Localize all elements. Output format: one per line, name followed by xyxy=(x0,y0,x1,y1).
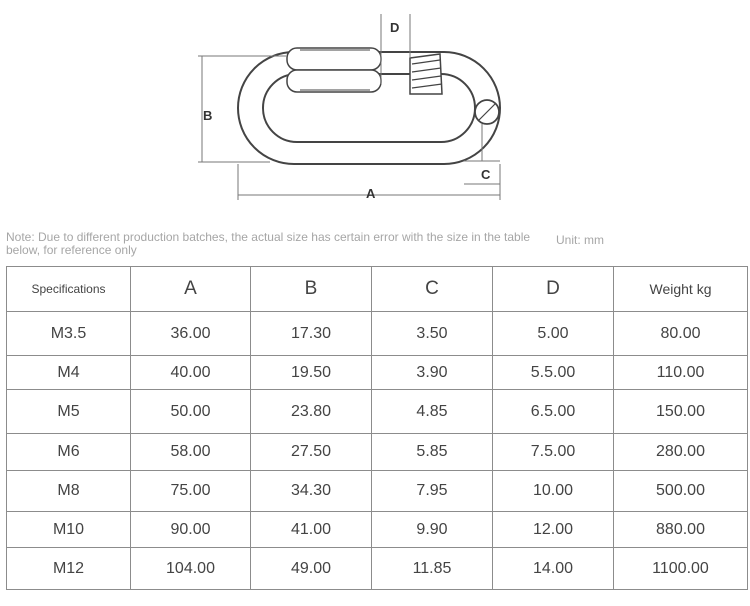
specifications-table xyxy=(6,266,748,590)
value-cell: 7.5.00 xyxy=(493,434,614,471)
value-cell: 41.00 xyxy=(251,512,372,548)
value-cell: 5.5.00 xyxy=(493,356,614,390)
value-cell: 7.95 xyxy=(372,471,493,512)
header-b: B xyxy=(251,267,372,312)
value-cell: 110.00 xyxy=(614,356,748,390)
unit-label: Unit: mm xyxy=(556,233,604,247)
value-cell: 17.30 xyxy=(251,312,372,356)
value-cell: 5.00 xyxy=(493,312,614,356)
value-cell: 50.00 xyxy=(131,390,251,434)
label-d: D xyxy=(390,20,400,35)
table-body xyxy=(7,312,748,590)
value-cell: 104.00 xyxy=(131,548,251,590)
table-header-row xyxy=(7,267,748,312)
value-cell: 23.80 xyxy=(251,390,372,434)
value-cell: 5.85 xyxy=(372,434,493,471)
header-specifications: Specifications xyxy=(7,267,131,312)
header-c: C xyxy=(372,267,493,312)
value-cell: 11.85 xyxy=(372,548,493,590)
value-cell: 36.00 xyxy=(131,312,251,356)
header-d: D xyxy=(493,267,614,312)
value-cell: 19.50 xyxy=(251,356,372,390)
label-c: C xyxy=(481,167,491,182)
header-a: A xyxy=(131,267,251,312)
spec-cell: M3.5 xyxy=(7,312,131,356)
value-cell: 9.90 xyxy=(372,512,493,548)
spec-cell: M12 xyxy=(7,548,131,590)
table-row xyxy=(7,434,748,471)
spec-cell: M8 xyxy=(7,471,131,512)
value-cell: 6.5.00 xyxy=(493,390,614,434)
wire-section xyxy=(475,100,499,124)
dimension-lines xyxy=(198,14,500,200)
value-cell: 27.50 xyxy=(251,434,372,471)
table-row xyxy=(7,512,748,548)
value-cell: 280.00 xyxy=(614,434,748,471)
table-row xyxy=(7,548,748,590)
label-b: B xyxy=(203,108,213,123)
spec-cell: M6 xyxy=(7,434,131,471)
value-cell: 500.00 xyxy=(614,471,748,512)
table-row xyxy=(7,312,748,356)
value-cell: 3.50 xyxy=(372,312,493,356)
value-cell: 3.90 xyxy=(372,356,493,390)
threaded-sleeve xyxy=(287,48,381,92)
value-cell: 49.00 xyxy=(251,548,372,590)
header-weight: Weight kg xyxy=(614,267,748,312)
spec-cell: M4 xyxy=(7,356,131,390)
value-cell: 75.00 xyxy=(131,471,251,512)
value-cell: 12.00 xyxy=(493,512,614,548)
thread-end xyxy=(410,54,442,94)
spec-cell: M5 xyxy=(7,390,131,434)
value-cell: 80.00 xyxy=(614,312,748,356)
value-cell: 880.00 xyxy=(614,512,748,548)
label-a: A xyxy=(366,186,376,201)
value-cell: 10.00 xyxy=(493,471,614,512)
value-cell: 4.85 xyxy=(372,390,493,434)
production-note: Note: Due to different production batches, the actual size has certain error with the size in the table below, for reference only xyxy=(6,230,531,257)
table-row xyxy=(7,471,748,512)
value-cell: 150.00 xyxy=(614,390,748,434)
table-row xyxy=(7,356,748,390)
value-cell: 34.30 xyxy=(251,471,372,512)
value-cell: 58.00 xyxy=(131,434,251,471)
value-cell: 40.00 xyxy=(131,356,251,390)
value-cell: 14.00 xyxy=(493,548,614,590)
value-cell: 90.00 xyxy=(131,512,251,548)
spec-cell: M10 xyxy=(7,512,131,548)
quick-link-diagram xyxy=(0,0,750,228)
value-cell: 1100.00 xyxy=(614,548,748,590)
table-row xyxy=(7,390,748,434)
